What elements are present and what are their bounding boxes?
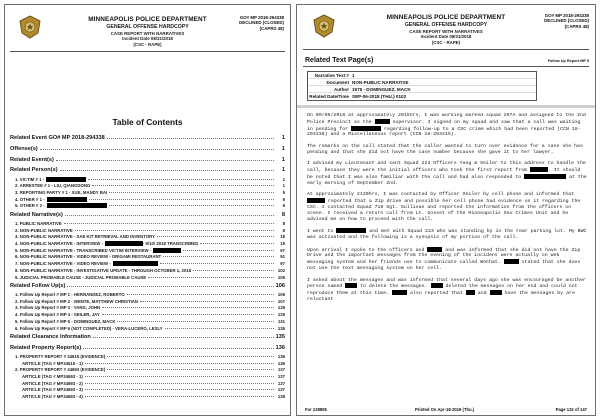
- leader-dots: [56, 160, 274, 161]
- toc-entry-label: 1. PUBLIC NARRATIVE: [15, 220, 62, 226]
- toc-entry-label: Related Event GO# MP 2018-294338: [10, 135, 105, 141]
- leader-dots: [60, 170, 274, 171]
- toc-entry-label: 1. VICTIM # 1 -: [15, 176, 45, 182]
- go-number: GO# MP 2018-294338: [544, 13, 589, 18]
- footer-printed-date: Printed On Apr-18-2019 (Thu.): [415, 407, 475, 412]
- toc-entry-label: 9. JUDICIAL PROBABLE CAUSE - JUDICIAL PROBABLE CAUSE: [15, 274, 147, 280]
- metadata-key: Document: [326, 79, 349, 85]
- toc-entry-label: 1. Follow Up Report # MP 1 - HERNANDEZ, ROBERTO: [15, 292, 125, 297]
- toc-entry-label: 8. NON-PUBLIC NARRATIVE - INVESTIGATIVE UPDATE - THROUGH OCTOBER 1, 2018: [15, 267, 192, 273]
- department-name: MINNEAPOLIS POLICE DEPARTMENT: [88, 16, 207, 23]
- toc-page-number: 102: [277, 267, 285, 273]
- leader-dots: [93, 337, 274, 338]
- toc-page-number: 137: [277, 367, 285, 373]
- narrative-text: [307, 113, 587, 405]
- narrative-paragraph: I asked about the messages and was informed that several days ago she was encouraged be another person named to delete the messages. deleted the messages on her end and could not reproduce them at this time. also reported that and have the messages by are reluctant: [307, 277, 586, 302]
- toc-section-row: [10, 332, 285, 340]
- toc-page-number: 1: [281, 135, 285, 141]
- leader-dots: [107, 138, 274, 139]
- toc-entry-label: ARTICLE (TAG # MP34693 - 3): [22, 387, 83, 393]
- narrative-paragraph: At approximately 2130hrs, I was contacted by Officer Seiler by cell phone and informed that reported that a Zip drive and possible her cell phone had evidence on it regarding the CSC. I contacted Squad 710 Sgt. Sullivan and reported the information from the officers on scene. I received a return call from Lt. Gosset of the Minneapolis Sex Crimes Unit and he advised me on how to proceed with the call.: [307, 192, 581, 222]
- leader-dots: [83, 348, 274, 349]
- toc-page-number: 5: [282, 190, 285, 195]
- toc-entry-label: 4. NON-PUBLIC NARRATIVE - INTERVIEW -: [15, 241, 103, 246]
- toc-section-row: [10, 210, 285, 218]
- toc-page-number: 135: [275, 333, 285, 340]
- toc-page-number: 97: [280, 261, 285, 267]
- narrative-paragraph: Upon arrival I spoke to the officers and and was informed that she did not have the Zip Drive and the important messages from the evening of the incident were actually on web messaging system and her friends use to communicate called WeChat. stated that she does not use the text messaging system on her cell.: [307, 247, 581, 271]
- toc-page-number: 129: [277, 312, 285, 318]
- leader-dots: [148, 277, 274, 278]
- department-name: MINNEAPOLIS POLICE DEPARTMENT: [386, 14, 506, 21]
- redaction-bar: [392, 290, 407, 295]
- toc-entry-label: 3. Follow Up Report # MP 3 - YANG, JOHN: [15, 305, 101, 311]
- metadata-key: Narrative Text #: [314, 72, 349, 78]
- redaction-bar: [524, 174, 566, 179]
- toc-page-number: 136: [275, 344, 285, 351]
- redaction-bar: [427, 247, 442, 252]
- toc-page-number: 6: [282, 203, 285, 209]
- toc-page-number: 106: [275, 282, 285, 289]
- redaction-bar: [431, 283, 443, 288]
- leader-dots: [40, 149, 274, 150]
- redaction-bar: [504, 259, 519, 264]
- narrative-paragraph: I advised my Lieutenant and sent Squad 223 Officers Yang & Seiler to this address to handle the call, because they were the initial officers who took the first report from . It should be noted that I was also familiar with the call and had also responded to at the early morning of September 2nd.: [307, 161, 587, 186]
- toc-section-row: [10, 133, 285, 141]
- toc-page-number: 137: [277, 380, 285, 386]
- toc-entry-label: ARTICLE (TAG # MP34693 - 4): [22, 394, 83, 399]
- caps-code: (CAPRS 48): [564, 23, 589, 29]
- toc-page-number: 1: [282, 183, 285, 189]
- metadata-value: 1575 - DOMINGUEZ, MACK: [352, 86, 411, 92]
- toc-entry-label: 5. Follow Up Report # MP 5 - DOMINGUEZ, MACK: [15, 318, 116, 324]
- toc-page-number: 128: [277, 305, 285, 311]
- narrative-paragraph: The remarks on the call stated that the caller wanted to turn over evidence for a case she has pending and that she did not have the case number because she gave it to her lawyer.: [307, 143, 583, 155]
- toc-entry-label: ARTICLE (TAG # MP34615 - 1): [22, 360, 83, 366]
- toc-entry-label: 5. OTHER # 2 -: [15, 203, 45, 209]
- toc-entry-label: Related Narrative(s): [10, 211, 63, 218]
- redaction-bar: [345, 283, 357, 288]
- section-divider: [303, 66, 589, 67]
- toc-entry-label: Related Follow Up(s): [10, 282, 66, 289]
- report-title: GENERAL OFFENSE HARDCOPY: [106, 24, 189, 30]
- toc-entry-label: 2. NON-PUBLIC NARRATIVE: [15, 227, 73, 233]
- incident-date: Incident Date 08/31/2018: [420, 34, 472, 39]
- toc-page-number: 136: [277, 360, 285, 366]
- incident-date: Incident Date 08/31/2018: [122, 36, 173, 41]
- toc-section-row: [10, 281, 285, 289]
- toc-page-number: 135: [277, 325, 285, 331]
- toc-entry-label: 6. NON-PUBLIC NARRATIVE - VIDEO REVIEW - ORIGAMI RESTAURANT: [15, 254, 162, 260]
- toc-title: Table of Contents: [112, 117, 183, 127]
- toc-entry-label: 4. OTHER # 1 -: [15, 196, 45, 202]
- toc-page-number: 131: [277, 318, 285, 324]
- redaction-bar: [490, 290, 502, 295]
- redaction-bar: [336, 228, 366, 233]
- toc-entry-label: 5. NON-PUBLIC NARRATIVE - TRANSCRIBED VICTIM INTERVIEW -: [15, 247, 152, 253]
- toc-entry-row: [10, 272, 285, 280]
- toc-page-number: 1: [281, 156, 285, 163]
- toc-entry-label: 1. PROPERTY REPORT # 34615 (EVIDENCE): [15, 353, 106, 359]
- toc-entry-label: 6. Follow Up Report # MP 6 (NOT COMPLETED) - VERA-LUCERO, LESLY: [15, 325, 163, 331]
- toc-entry-label: Related Property Report(s): [10, 344, 82, 351]
- toc-page-number: 67: [280, 247, 285, 253]
- redaction-bar: [351, 126, 381, 131]
- redaction-bar: [466, 290, 475, 295]
- toc-page-number: 19: [280, 241, 285, 246]
- section-title: Related Text Page(s): [305, 57, 374, 64]
- narrative-paragraph: I went to and met with Squad 223 who was standing by in the rear parking lot. My BWC was activated and the following is a synopsis of my portion of the call.: [307, 229, 587, 240]
- toc-page-number: 105: [277, 274, 285, 280]
- report-subtitle: CASE REPORT WITH NARRATIVES: [409, 29, 483, 34]
- toc-entry-label: 7. NON-PUBLIC NARRATIVE - VIDEO REVIEW -: [15, 261, 111, 267]
- case-header-block: [239, 15, 284, 31]
- caps-code: (CAPRS 48): [259, 25, 284, 31]
- toc-entry-label: 4. Follow Up Report # MP 4 - SEILER, JAY: [15, 312, 100, 318]
- toc-page-number: 18: [280, 234, 285, 240]
- toc-page-number: 8: [281, 211, 285, 218]
- header-divider: [10, 51, 285, 52]
- case-header-block: [544, 13, 589, 29]
- toc-entry-label: Offense(s): [10, 145, 38, 152]
- toc-page-number: 137: [277, 373, 285, 379]
- toc-page-number: 136: [277, 353, 285, 359]
- toc-entry-label: 2. Follow Up Report # MP 2 - WENTE, MATTHEW CHRISTIAN: [15, 298, 139, 304]
- toc-page-number: 106: [277, 292, 285, 297]
- toc-entry-label: 2. PROPERTY REPORT # 34693 (EVIDENCE): [15, 367, 106, 373]
- toc-section-row: [10, 165, 285, 173]
- toc-entry-label: Related Person(s): [10, 167, 58, 174]
- toc-section-row: [10, 144, 285, 152]
- toc-entry-label: ARTICLE (TAG # MP34693 - 1): [22, 373, 83, 379]
- footer-page-number: Page 132 of 147: [555, 407, 587, 412]
- toc-entry-row: [10, 391, 285, 399]
- toc-page-number: 91: [280, 254, 285, 260]
- case-type: (CSC - RAPE): [133, 42, 162, 47]
- toc-entry-label: 2. ARRESTEE # 1 - LIU, QIANGDONG: [15, 183, 91, 189]
- report-subtitle: CASE REPORT WITH NARRATIVES: [110, 31, 185, 36]
- metadata-row: [308, 79, 536, 86]
- toc-entry-label-tail: - 9/10/ 2018 TRANSCRIBED: [142, 241, 199, 246]
- meta-separator: [297, 105, 595, 108]
- toc-entry-row: [10, 323, 285, 331]
- narrative-metadata: [307, 71, 537, 101]
- narrative-paragraph: On 09/05/2018 at approximately 2015hrs, I was working marked squad 207A and assigned to the 2nd Police Precinct as the supervisor. I signed on my squad and saw that a call was waiting in pending for regarding follow-up to a CSC crime which had been reported (CCN 18-294338) and a Miscellaneous report (CCN 18-293415).: [307, 113, 586, 138]
- redaction-bar: [375, 119, 390, 124]
- case-status: DECLINED (CLOSED): [544, 18, 589, 24]
- narrative-page: [296, 4, 596, 416]
- toc-entry-label: 3. NON-PUBLIC NARRATIVE - SAE KIT RETRIEVAL AND INVENTORY: [15, 234, 155, 240]
- metadata-row: [308, 86, 536, 93]
- header-divider: [303, 49, 589, 50]
- go-number: GO# MP 2018-294338: [239, 15, 284, 20]
- case-type: (CSC - RAPE): [431, 40, 461, 45]
- redaction-bar: [530, 167, 548, 172]
- metadata-row: [308, 93, 536, 100]
- footer-form-number: For 128855: [305, 407, 327, 412]
- toc-entry-label: ARTICLE (TAG # MP34693 - 2): [22, 380, 83, 386]
- redaction-bar: [307, 198, 325, 203]
- toc-page-number: 6: [282, 196, 285, 202]
- toc-entry-label: 3. REPORTING PARTY # 1 - XUE, MANDY BAI: [15, 190, 108, 195]
- leader-dots: [85, 396, 274, 397]
- leader-dots: [165, 328, 274, 329]
- follow-up-label: Follow Up Report MP 5: [547, 59, 589, 63]
- metadata-value: SEP-06-2018 (THU.) 0102: [352, 94, 407, 99]
- toc-page-number: 1: [281, 145, 285, 152]
- toc-section-row: [10, 155, 285, 163]
- metadata-key: Related Date/Time: [309, 94, 349, 99]
- toc-page-number: 138: [277, 394, 285, 399]
- toc-page-number: 1: [281, 167, 285, 174]
- toc-page-number: 8: [282, 227, 285, 233]
- toc-page-number: 8: [282, 220, 285, 226]
- toc-page: [4, 4, 291, 416]
- toc-section-row: [10, 343, 285, 351]
- toc-page-number: 1: [282, 176, 285, 182]
- report-title: GENERAL OFFENSE HARDCOPY: [404, 22, 488, 28]
- toc-page-number: 137: [277, 387, 285, 393]
- toc-entry-row: [10, 200, 285, 208]
- toc-page-number: 107: [277, 298, 285, 304]
- toc-entry-label: Related Clearance Information: [10, 333, 91, 340]
- toc-entry-label: Related Event(s): [10, 156, 54, 163]
- leader-dots: [67, 286, 274, 287]
- metadata-value: 1: [352, 72, 355, 78]
- leader-dots: [65, 215, 274, 216]
- metadata-key: Author: [333, 86, 349, 92]
- case-status: DECLINED (CLOSED): [239, 20, 284, 26]
- metadata-row: [308, 72, 536, 79]
- leader-dots: [109, 205, 274, 206]
- redaction-bar: [47, 203, 107, 208]
- metadata-value: NON-PUBLIC NARRATIVE: [352, 79, 409, 85]
